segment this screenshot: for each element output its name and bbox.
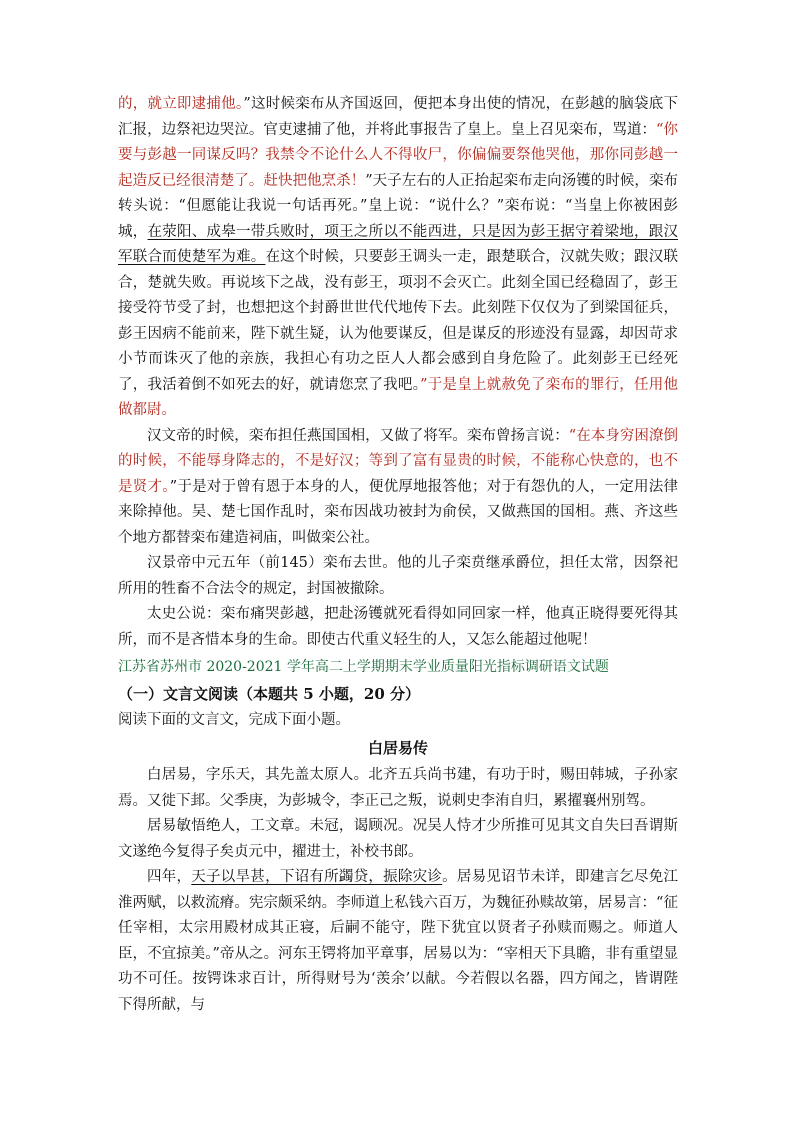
text-run: ”于是对于曾有恩于本身的人，便优厚地报答他；对于有怨仇的人，一定用法律来除掉他。吴、楚七国作乱时，栾布因战功被封为俞侯，又做燕国的国相。燕、齐这些个地方都替栾布建造祠庙，叫做栾公社。 [118, 478, 678, 546]
text-run: 在这个时候，只要彭王调头一走，跟楚联合，汉就失败；跟汉联合，楚就失败。再说垓下之战，没有彭王，项羽不会灭亡。此刻全国已经稳固了，彭王接受符节受了封，也想把这个封爵世世代代地传下去。此刻陛下仅仅为了到梁国征兵，彭王因病不能前来，陛下就生疑，认为他要谋反，但是谋反的形迹没有显露，却因苛求小节而诛灭了他的亲族，我担心有功之臣人人都会感到自身危险了。此刻彭王已经死了，我活着倒不如死去的好，就请您烹了我吧。 [118, 249, 679, 393]
text-run: ”于是皇上就赦免了栾布的罪行，任用他做都尉。 [118, 376, 679, 418]
text-run: “在本身穷困潦倒的时候，不能辱身降志的，不是好汉；等到了富有显贵的时候，不能称心快意的，也不是贤才。 [118, 427, 679, 495]
text-run: 。居易见诏节未详，即建言乞尽免江淮两赋，以救流瘠。宪宗颇采纳。李师道上私钱六百万，为魏征孙赎故第，居易言：“征任宰相，太宗用殿材成其正寝，后嗣不能守，陛下犹宜以贤者子孙赎而赐之。师道人臣，不宜掠美。”帝从之。河东王锷将加平章事，居易以为：“宰相天下具瞻，非有重望显功不可任。按锷诛求百计，所得财号为‘羡余’以献。今若假以名器，四方闻之，皆谓陛下得所献，与 [118, 869, 679, 1013]
underlined-sentence: 天子以旱甚，下诏有所蠲贷，振除灾诊 [191, 869, 443, 885]
underlined-sentence: 在荥阳、成皋一带兵败时，项王之所以不能西进，只是因为彭王据守着梁地，跟汉军联合而使楚军为难。 [118, 223, 679, 265]
text-run: 的，就立即逮捕他。 [118, 96, 244, 112]
passage1-paragraph-2 [118, 424, 678, 552]
passage-title: 白居易传 [367, 739, 428, 757]
passage2-paragraph-2: 居易敏悟绝人，工文章。未冠，谒顾况。况吴人恃才少所推可见其文自失曰吾谓斯文遂绝今复得子矣贞元中，擢进士，补校书郎。 [118, 818, 678, 860]
text-run: 四年， [147, 869, 192, 885]
passage1-paragraph-3: 汉景帝中元五年（前145）栾布去世。他的儿子栾贲继承爵位，担任太常，因祭祀所用的牲畜不合法令的规定，封国被撤除。 [118, 555, 678, 597]
text-run: ”这时候栾布从齐国返回，便把本身出使的情况，在彭越的脑袋底下汇报，边祭祀边哭泣。官吏逮捕了他，并将此事报告了皇上。皇上召见栾布，骂道： [118, 96, 678, 138]
passage1-paragraph-4: 太史公说：栾布痛哭彭越，把赴汤镬就死看得如同回家一样，他真正晓得要死得其所，而不是吝惜本身的生命。即使古代重义轻生的人，又怎么能超过他呢！ [118, 606, 678, 648]
passage2-paragraph-1: 白居易，字乐天，其先盖太原人。北齐五兵尚书建，有功于时，赐田韩城，子孙家焉。又徙下邽。父季庚，为彭城令，李正己之叛，说刺史李洧自归，累擢襄州别驾。 [118, 767, 678, 809]
document-page [118, 92, 678, 1018]
passage2-paragraph-3 [118, 865, 678, 1018]
source-line: 江苏省苏州市 2020-2021 学年高二上学期期末学业质量阳光指标调研语文试题 [118, 659, 609, 675]
passage1-paragraph-1 [118, 92, 678, 424]
section-heading: （一）文言文阅读（本题共 5 小题，20 分） [118, 685, 420, 703]
instruction: 阅读下面的文言文，完成下面小题。 [118, 712, 350, 728]
text-run: “你要与彭越一同谋反吗？我禁令不论什么人不得收尸，你偏偏要祭他哭他，那你同彭越一起造反已经很清楚了。赶快把他烹杀！ [118, 121, 679, 189]
text-run: ”天子左右的人正抬起栾布走向汤镬的时候，栾布转头说：“但愿能让我说一句话再死。”皇上说：“说什么？”栾布说：“当皇上你被困彭城， [118, 172, 679, 240]
text-run: 汉文帝的时候，栾布担任燕国国相，又做了将军。栾布曾扬言说： [147, 427, 569, 444]
